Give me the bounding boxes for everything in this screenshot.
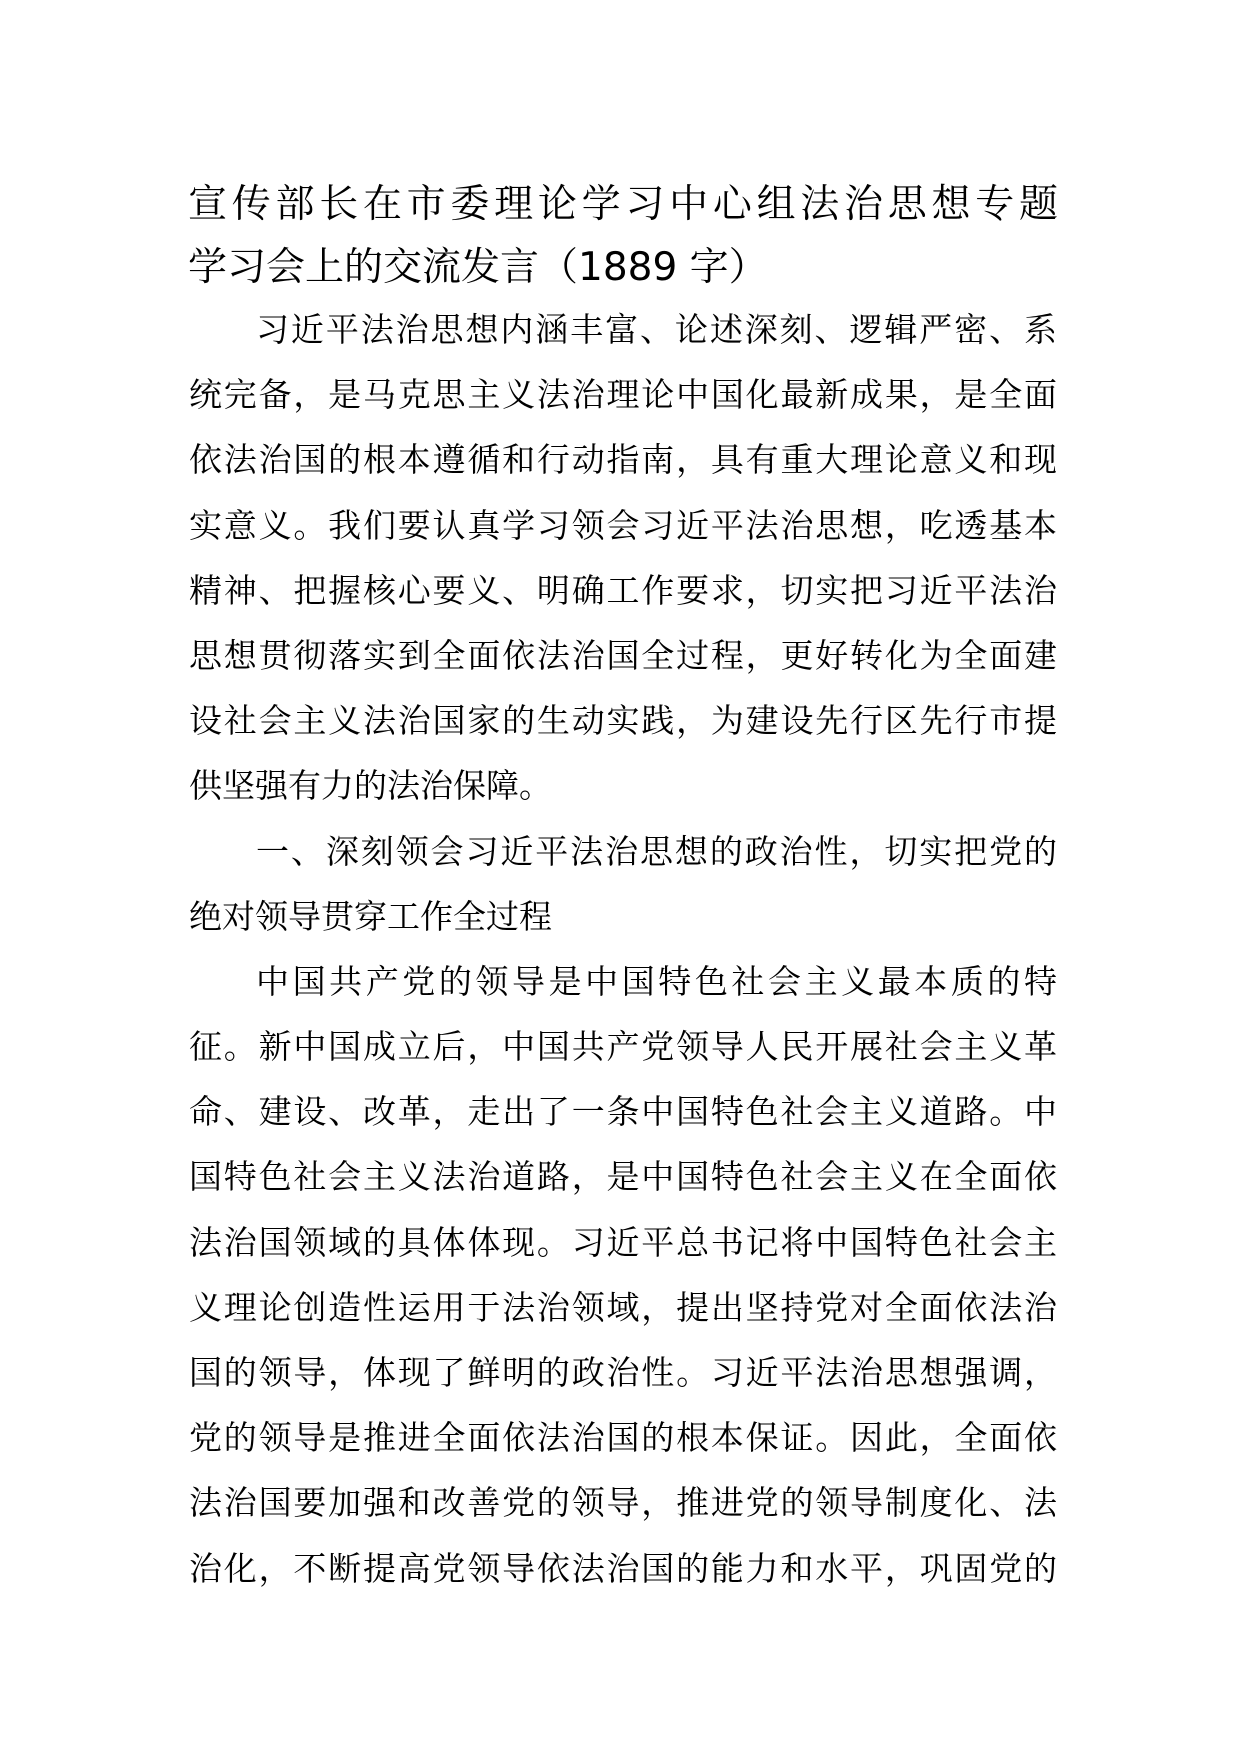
text-line: 命、建设、改革，走出了一条中国特色社会主义道路。中 (189, 1092, 1057, 1132)
text-line: 党的领导是推进全面依法治国的根本保证。因此，全面依 (189, 1418, 1057, 1458)
paragraph (189, 949, 1057, 1601)
text-line: 治化，不断提高党领导依法治国的能力和水平，巩固党的 (189, 1548, 1057, 1588)
title-line: 学习会上的交流发言（1889 字） (188, 245, 768, 290)
text-line: 依法治国的根本遵循和行动指南，具有重大理论意义和现 (189, 440, 1057, 480)
text-line: 思想贯彻落实到全面依法治国全过程，更好转化为全面建 (189, 635, 1057, 675)
text-line: 供坚强有力的法治保障。 (189, 766, 552, 806)
text-line: 法治国领域的具体体现。习近平总书记将中国特色社会主 (189, 1222, 1057, 1262)
text-line: 统完备，是马克思主义法治理论中国化最新成果，是全面 (189, 375, 1057, 415)
text-line: 精神、把握核心要义、明确工作要求，切实把习近平法治 (189, 570, 1057, 610)
section-heading (189, 819, 1057, 949)
text-line: 国特色社会主义法治道路，是中国特色社会主义在全面依 (189, 1157, 1057, 1197)
title-line: 宣传部长在市委理论学习中心组法治思想专题 (188, 182, 1058, 227)
document-body (189, 297, 1057, 1601)
document-title (188, 173, 1058, 299)
text-line: 中国共产党的领导是中国特色社会主义最本质的特 (256, 961, 1057, 1001)
text-line: 法治国要加强和改善党的领导，推进党的领导制度化、法 (189, 1483, 1057, 1523)
text-line: 一、深刻领会习近平法治思想的政治性，切实把党的 (256, 831, 1057, 871)
text-line: 绝对领导贯穿工作全过程 (189, 896, 552, 936)
text-line: 征。新中国成立后，中国共产党领导人民开展社会主义革 (189, 1027, 1057, 1067)
text-line: 义理论创造性运用于法治领域，提出坚持党对全面依法治 (189, 1287, 1057, 1327)
paragraph (189, 297, 1057, 819)
text-line: 实意义。我们要认真学习领会习近平法治思想，吃透基本 (189, 505, 1057, 545)
text-line: 习近平法治思想内涵丰富、论述深刻、逻辑严密、系 (256, 310, 1057, 349)
text-line: 国的领导，体现了鲜明的政治性。习近平法治思想强调， (189, 1353, 1057, 1392)
text-line: 设社会主义法治国家的生动实践，为建设先行区先行市提 (189, 701, 1057, 741)
